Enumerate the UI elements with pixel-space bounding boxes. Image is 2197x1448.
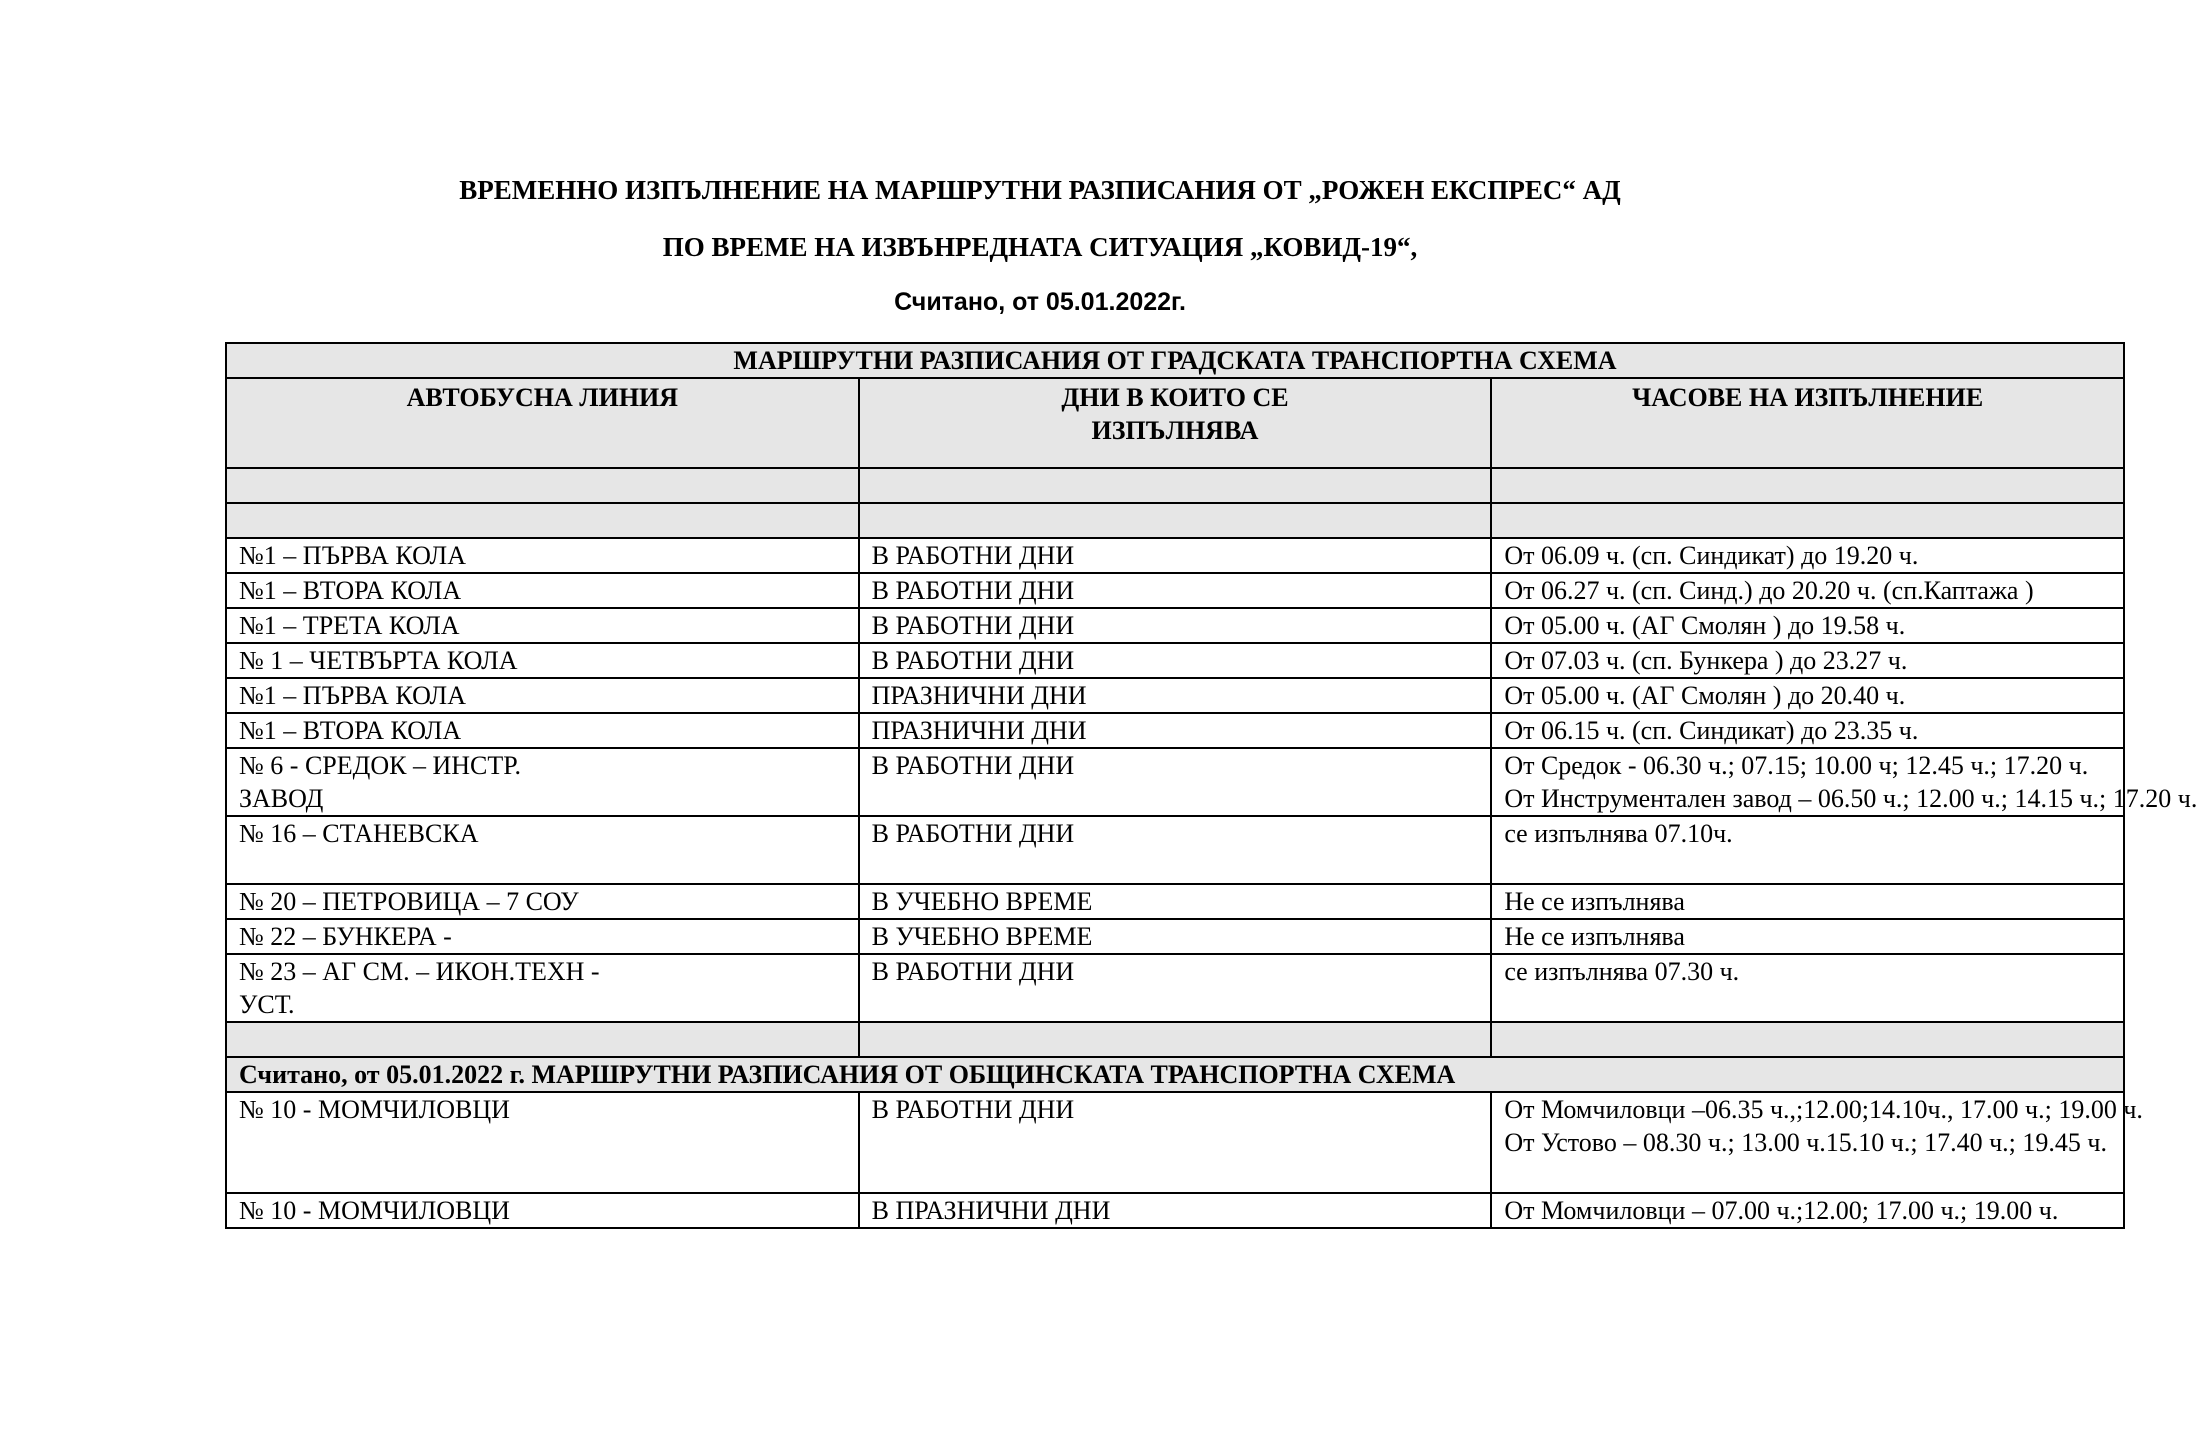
bus-line-cell: №1 – ТРЕТА КОЛА <box>226 608 859 643</box>
table-row <box>226 1193 2124 1228</box>
hours-cell: От Момчиловци – 07.00 ч.;12.00; 17.00 ч.; 19.00 ч. <box>1491 1193 2124 1228</box>
col-header-hours: ЧАСОВЕ НА ИЗПЪЛНЕНИЕ <box>1491 378 2124 468</box>
hours-cell <box>1491 1092 2143 1193</box>
hours-text: От Момчиловци –06.35 ч.,;12.00;14.10ч., 17.00 ч.; 19.00 ч. <box>1504 1095 2143 1124</box>
days-cell: В РАБОТНИ ДНИ <box>859 573 1492 608</box>
section-title-city: МАРШРУТНИ РАЗПИСАНИЯ ОТ ГРАДСКАТА ТРАНСПОРТНА СХЕМА <box>226 343 2124 378</box>
hours-text: От Средок - 06.30 ч.; 07.15; 10.00 ч; 12.45 ч.; 17.20 ч. <box>1504 751 2089 780</box>
effective-date: Считано, от 05.01.2022г. <box>894 288 1186 316</box>
bus-line-cell: № 20 – ПЕТРОВИЦА – 7 СОУ <box>226 884 859 919</box>
bus-line-text: № 23 – АГ СМ. – ИКОН.ТЕХН - <box>239 957 600 986</box>
col-header-bus-line: АВТОБУСНА ЛИНИЯ <box>226 378 859 468</box>
col-header-days <box>859 378 1492 468</box>
bus-line-cell: № 1 – ЧЕТВЪРТА КОЛА <box>226 643 859 678</box>
hours-text-continued: От Устово – 08.30 ч.; 13.00 ч.15.10 ч.; 17.40 ч.; 19.45 ч. <box>1504 1128 2107 1157</box>
table-row <box>226 643 2124 678</box>
table-row <box>226 816 2124 884</box>
bus-line-cell <box>226 748 859 816</box>
section-header-city <box>226 343 2124 378</box>
days-cell: В РАБОТНИ ДНИ <box>859 748 1492 816</box>
hours-text-continued: От Инструментален завод – 06.50 ч.; 12.00 ч.; 14.15 ч.; 17.20 ч. <box>1504 784 2197 813</box>
table-row <box>226 678 2124 713</box>
hours-cell: се изпълнява 07.30 ч. <box>1491 954 2124 1022</box>
empty-row <box>226 503 2124 538</box>
section-title-municipal: Считано, от 05.01.2022 г. МАРШРУТНИ РАЗПИСАНИЯ ОТ ОБЩИНСКАТА ТРАНСПОРТНА СХЕМА <box>226 1057 2124 1092</box>
hours-cell <box>1491 748 2197 816</box>
hours-cell: От 05.00 ч. (АГ Смолян ) до 19.58 ч. <box>1491 608 2124 643</box>
hours-cell: От 06.27 ч. (сп. Синд.) до 20.20 ч. (сп.Каптажа ) <box>1491 573 2124 608</box>
col-header-days-line1: ДНИ В КОИТО СЕ <box>1061 383 1289 412</box>
days-cell: В РАБОТНИ ДНИ <box>859 1092 1492 1193</box>
bus-line-cell: № 22 – БУНКЕРА - <box>226 919 859 954</box>
bus-line-cell: №1 – ВТОРА КОЛА <box>226 713 859 748</box>
table-row <box>226 748 2124 816</box>
table-row <box>226 884 2124 919</box>
days-cell: В РАБОТНИ ДНИ <box>859 816 1492 884</box>
document-title-line1: ВРЕМЕННО ИЗПЪЛНЕНИЕ НА МАРШРУТНИ РАЗПИСАНИЯ ОТ „РОЖЕН ЕКСПРЕС“ АД <box>459 175 1621 205</box>
empty-row <box>226 468 2124 503</box>
bus-line-cell: №1 – ПЪРВА КОЛА <box>226 678 859 713</box>
empty-row <box>226 1022 2124 1057</box>
bus-line-cell: №1 – ПЪРВА КОЛА <box>226 538 859 573</box>
hours-cell: Не се изпълнява <box>1491 884 2124 919</box>
days-cell: ПРАЗНИЧНИ ДНИ <box>859 678 1492 713</box>
days-cell: В РАБОТНИ ДНИ <box>859 538 1492 573</box>
schedule-table <box>225 342 2197 1229</box>
bus-line-text-continued: ЗАВОД <box>239 784 324 813</box>
hours-cell: От 05.00 ч. (АГ Смолян ) до 20.40 ч. <box>1491 678 2124 713</box>
bus-line-text-continued: УСТ. <box>239 990 295 1019</box>
bus-line-cell: №1 – ВТОРА КОЛА <box>226 573 859 608</box>
document-title-line2: ПО ВРЕМЕ НА ИЗВЪНРЕДНАТА СИТУАЦИЯ „КОВИД-19“, <box>662 232 1418 262</box>
table-row <box>226 713 2124 748</box>
days-cell: В РАБОТНИ ДНИ <box>859 643 1492 678</box>
hours-cell: Не се изпълнява <box>1491 919 2124 954</box>
hours-cell: От 06.09 ч. (сп. Синдикат) до 19.20 ч. <box>1491 538 2124 573</box>
days-cell: В РАБОТНИ ДНИ <box>859 954 1492 1022</box>
bus-line-cell: № 16 – СТАНЕВСКА <box>226 816 859 884</box>
days-cell: В УЧЕБНО ВРЕМЕ <box>859 884 1492 919</box>
table-row <box>226 954 2124 1022</box>
table-row <box>226 608 2124 643</box>
table-row <box>226 1092 2124 1193</box>
section-header-municipal <box>226 1057 2124 1092</box>
table-row <box>226 919 2124 954</box>
hours-cell: От 06.15 ч. (сп. Синдикат) до 23.35 ч. <box>1491 713 2124 748</box>
days-cell: ПРАЗНИЧНИ ДНИ <box>859 713 1492 748</box>
table-row <box>226 538 2124 573</box>
bus-line-text: № 6 - СРЕДОК – ИНСТР. <box>239 751 521 780</box>
bus-line-cell: № 10 - МОМЧИЛОВЦИ <box>226 1193 859 1228</box>
table-row <box>226 573 2124 608</box>
days-cell: В УЧЕБНО ВРЕМЕ <box>859 919 1492 954</box>
days-cell: В ПРАЗНИЧНИ ДНИ <box>859 1193 1492 1228</box>
col-header-days-line2: ИЗПЪЛНЯВА <box>1091 416 1259 445</box>
bus-line-cell <box>226 954 859 1022</box>
hours-cell: се изпълнява 07.10ч. <box>1491 816 2124 884</box>
hours-cell: От 07.03 ч. (сп. Бункера ) до 23.27 ч. <box>1491 643 2124 678</box>
column-header-row <box>226 378 2124 468</box>
bus-line-cell: № 10 - МОМЧИЛОВЦИ <box>226 1092 859 1193</box>
days-cell: В РАБОТНИ ДНИ <box>859 608 1492 643</box>
